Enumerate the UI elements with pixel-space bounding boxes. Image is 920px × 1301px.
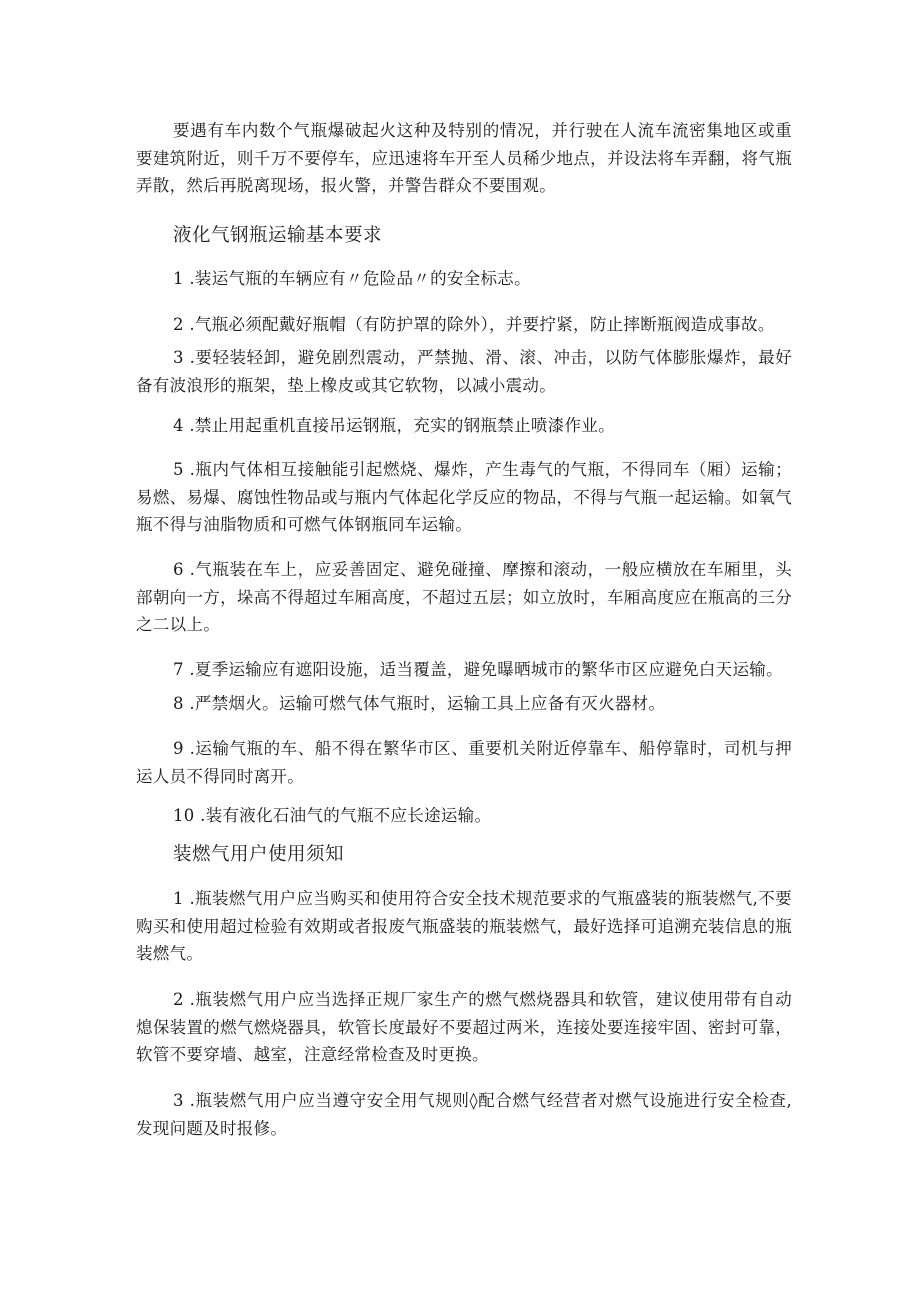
list-item: 9 .运输气瓶的车、船不得在繁华市区、重要机关附近停靠车、船停靠时，司机与押运人员不得同时离开。 (136, 739, 792, 786)
list-item: 1 .装运气瓶的车辆应有〃危险品〃的安全标志。 (173, 269, 531, 288)
list-item: 3 .瓶装燃气用户应当遵守安全用气规则◊配合燃气经营者对燃气设施进行安全检查,发现问题及时报修。 (136, 1091, 792, 1138)
list-item: 6 .气瓶装在车上，应妥善固定、避免碰撞、摩擦和滚动，一般应横放在车厢里，头部朝向一方，垛高不得超过车厢高度，不超过五层；如立放时，车厢高度应在瓶高的三分之二以上。 (136, 560, 792, 634)
list-item: 2 .气瓶必须配戴好瓶帽（有防护罩的除外），并要拧紧，防止摔断瓶阀造成事故。 (173, 315, 775, 334)
list-item: 1 .瓶装燃气用户应当购买和使用符合安全技术规范要求的气瓶盛装的瓶装燃气,不要购买和使用超过检验有效期或者报废气瓶盛装的瓶装燃气，最好选择可追溯充装信息的瓶装燃气。 (136, 889, 792, 963)
list-item: 4 .禁止用起重机直接吊运钢瓶，充实的钢瓶禁止喷漆作业。 (173, 416, 615, 435)
list-item: 3 .要轻装轻卸，避免剧烈震动，严禁抛、滑、滚、冲击，以防气体膨胀爆炸，最好备有波浪形的瓶架，垫上橡皮或其它软物，以减小震动。 (136, 348, 792, 395)
intro-paragraph: 要遇有车内数个气瓶爆破起火这种及特别的情况，并行驶在人流车流密集地区或重要建筑附近，则千万不要停车，应迅速将车开至人员稀少地点，并设法将车弄翻，将气瓶弄散，然后再脱离现场，报火警，并警告群众不要围观。 (136, 121, 792, 195)
section-heading-transport: 液化气钢瓶运输基本要求 (173, 225, 383, 246)
list-item: 10 .装有液化石油气的气瓶不应长途运输。 (173, 806, 492, 825)
list-item: 2 .瓶装燃气用户应当选择正规厂家生产的燃气燃烧器具和软管，建议使用带有自动熄保装置的燃气燃烧器具，软管长度最好不要超过两米，连接处要连接牢固、密封可靠，软管不要穿墙、越室，注意经常检查及时更换。 (136, 990, 792, 1064)
list-item: 8 .严禁烟火。运输可燃气体气瓶时，运输工具上应备有灭火器材。 (173, 694, 666, 713)
list-item: 5 .瓶内气体相互接触能引起燃烧、爆炸，产生毒气的气瓶，不得同车（厢）运输；易燃、易爆、腐蚀性物品或与瓶内气体起化学反应的物品，不得与气瓶一起运输。如氧气瓶不得与油脂物质和可燃气体钢瓶同车运输。 (136, 460, 792, 534)
section-heading-users: 装燃气用户使用须知 (173, 844, 345, 865)
list-item: 7 .夏季运输应有遮阳设施，适当覆盖，避免曝晒城市的繁华市区应避免白天运输。 (173, 660, 783, 679)
